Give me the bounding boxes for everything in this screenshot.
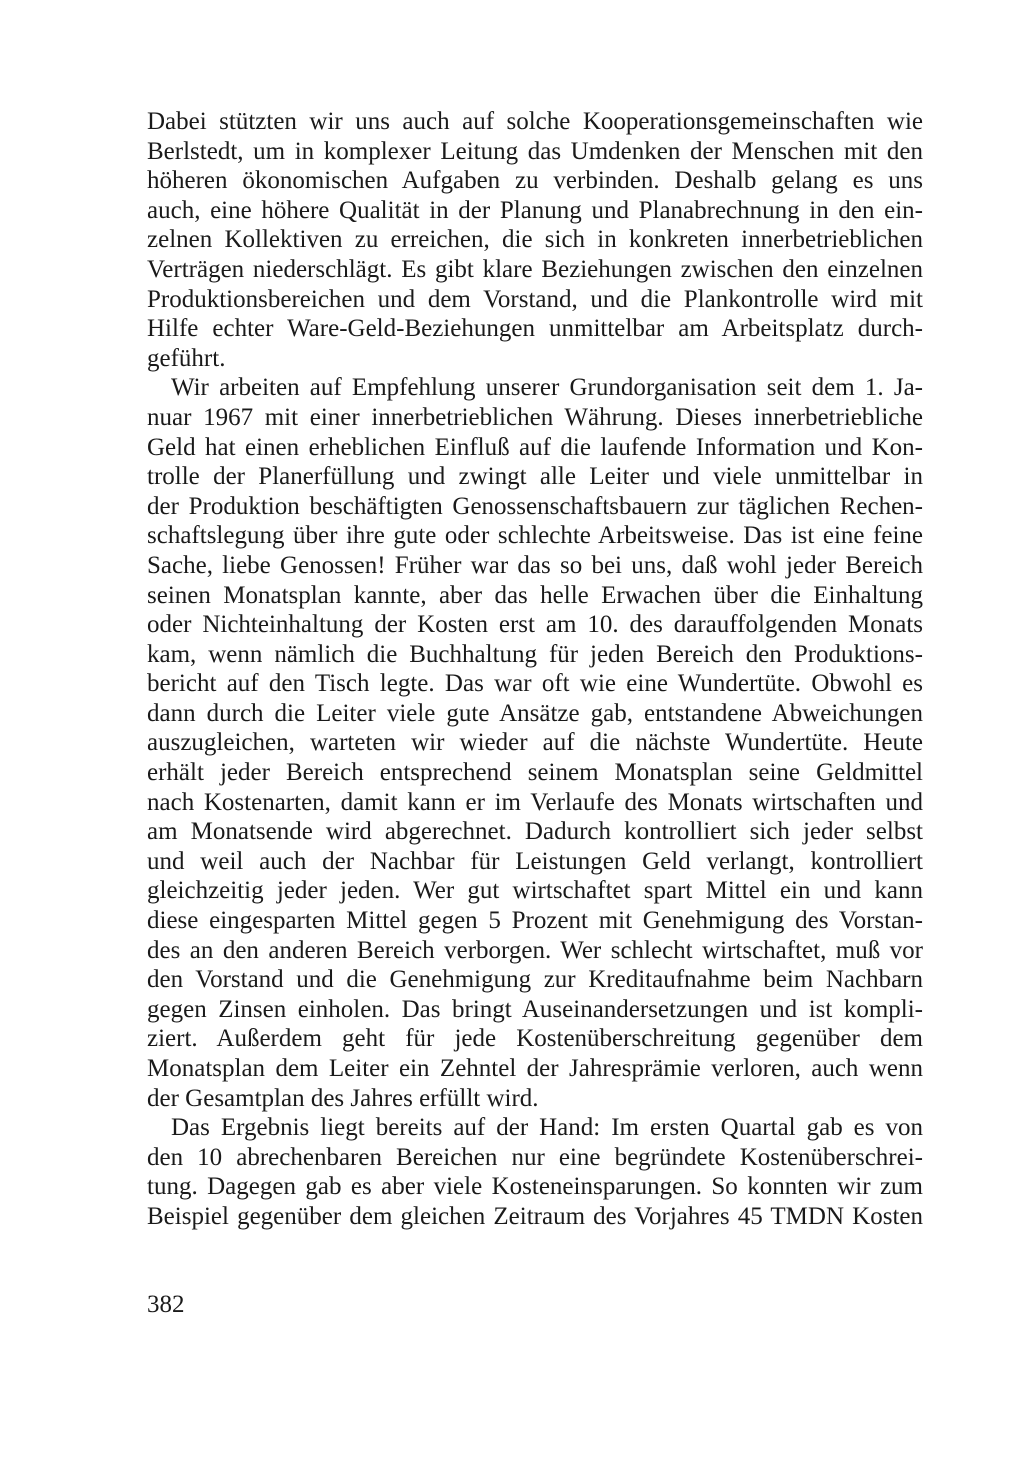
text-line: Wir arbeiten auf Empfehlung unserer Grundorganisation seit dem 1. Ja- (171, 374, 923, 402)
text-line: tung. Dagegen gab es aber viele Kosteneinsparungen. So konnten wir zum (147, 1173, 923, 1201)
text-line: auch, eine höhere Qualität in der Planung und Planabrechnung in den ein- (147, 196, 923, 224)
text-line: Monatsplan dem Leiter ein Zehntel der Jahresprämie verloren, auch wenn (147, 1055, 923, 1082)
text-line: höheren ökonomischen Aufgaben zu verbinden. Deshalb gelang es uns (147, 167, 923, 195)
text-line: den 10 abrechenbaren Bereichen nur eine begründete Kostenüberschrei- (147, 1143, 923, 1171)
text-line: Dabei stützten wir uns auch auf solche Kooperationsgemeinschaften wie (147, 108, 923, 135)
text-line: bericht auf den Tisch legte. Das war oft wie eine Wundertüte. Obwohl es (147, 670, 923, 698)
text-line: gegen Zinsen einholen. Das bringt Auseinandersetzungen und ist kompli- (147, 995, 923, 1023)
text-line: am Monatsende wird abgerechnet. Dadurch kontrolliert sich jeder selbst (147, 818, 923, 846)
text-line: schaftslegung über ihre gute oder schlechte Arbeitsweise. Das ist eine feine (147, 522, 923, 550)
body-text (147, 107, 923, 1232)
text-line: diese eingesparten Mittel gegen 5 Prozent mit Genehmigung des Vorstan- (147, 907, 923, 935)
text-line: der Produktion beschäftigten Genossenschaftsbauern zur täglichen Rechen- (147, 492, 923, 520)
paragraph-1 (147, 107, 923, 373)
text-line: und weil auch der Nachbar für Leistungen Geld verlangt, kontrolliert (147, 847, 923, 875)
text-line: kam, wenn nämlich die Buchhaltung für jeden Bereich den Produktions- (147, 640, 923, 668)
text-line: der Gesamtplan des Jahres erfüllt wird. (147, 1084, 539, 1112)
text-line: Sache, liebe Genossen! Früher war das so bei uns, daß wohl jeder Bereich (147, 551, 923, 579)
text-line: zelnen Kollektiven zu erreichen, die sich in konkreten innerbetrieblichen (147, 226, 923, 254)
text-line: dann durch die Leiter viele gute Ansätze gab, entstandene Abweichungen (147, 699, 923, 727)
text-line: Geld hat einen erheblichen Einfluß auf die laufende Information und Kon- (147, 433, 923, 461)
text-line: nach Kostenarten, damit kann er im Verlaufe des Monats wirtschaften und (147, 788, 923, 816)
page-number: 382 (147, 1291, 185, 1318)
text-line: trolle der Planerfüllung und zwingt alle Leiter und viele unmittelbar in (147, 463, 923, 491)
paragraph-2 (147, 373, 923, 1113)
text-line: oder Nichteinhaltung der Kosten erst am 10. des darauffolgenden Monats (147, 611, 923, 639)
text-line: ziert. Außerdem geht für jede Kostenüberschreitung gegenüber dem (147, 1025, 923, 1053)
text-line: Berlstedt, um in komplexer Leitung das Umdenken der Menschen mit den (147, 137, 923, 165)
text-line: nuar 1967 mit einer innerbetrieblichen Währung. Dieses innerbetriebliche (147, 403, 923, 431)
text-line: Beispiel gegenüber dem gleichen Zeitraum des Vorjahres 45 TMDN Kosten (147, 1202, 923, 1230)
text-line: Verträgen niederschlägt. Es gibt klare Beziehungen zwischen den einzelnen (147, 255, 923, 283)
text-line: seinen Monatsplan kannte, aber das helle Erwachen über die Einhaltung (147, 581, 923, 609)
text-line: den Vorstand und die Genehmigung zur Kreditaufnahme beim Nachbarn (147, 966, 923, 994)
text-line: des an den anderen Bereich verborgen. Wer schlecht wirtschaftet, muß vor (147, 936, 923, 964)
text-line: Hilfe echter Ware-Geld-Beziehungen unmittelbar am Arbeitsplatz durch- (147, 315, 923, 343)
paragraph-3 (147, 1113, 923, 1231)
text-line: Produktionsbereichen und dem Vorstand, und die Plankontrolle wird mit (147, 285, 923, 313)
text-line: gleichzeitig jeder jeden. Wer gut wirtschaftet spart Mittel ein und kann (147, 877, 923, 905)
text-line: auszugleichen, warteten wir wieder auf die nächste Wundertüte. Heute (147, 729, 923, 757)
text-line: geführt. (147, 344, 226, 372)
text-line: Das Ergebnis liegt bereits auf der Hand: Im ersten Quartal gab es von (171, 1114, 923, 1142)
text-line: erhält jeder Bereich entsprechend seinem Monatsplan seine Geldmittel (147, 759, 923, 787)
